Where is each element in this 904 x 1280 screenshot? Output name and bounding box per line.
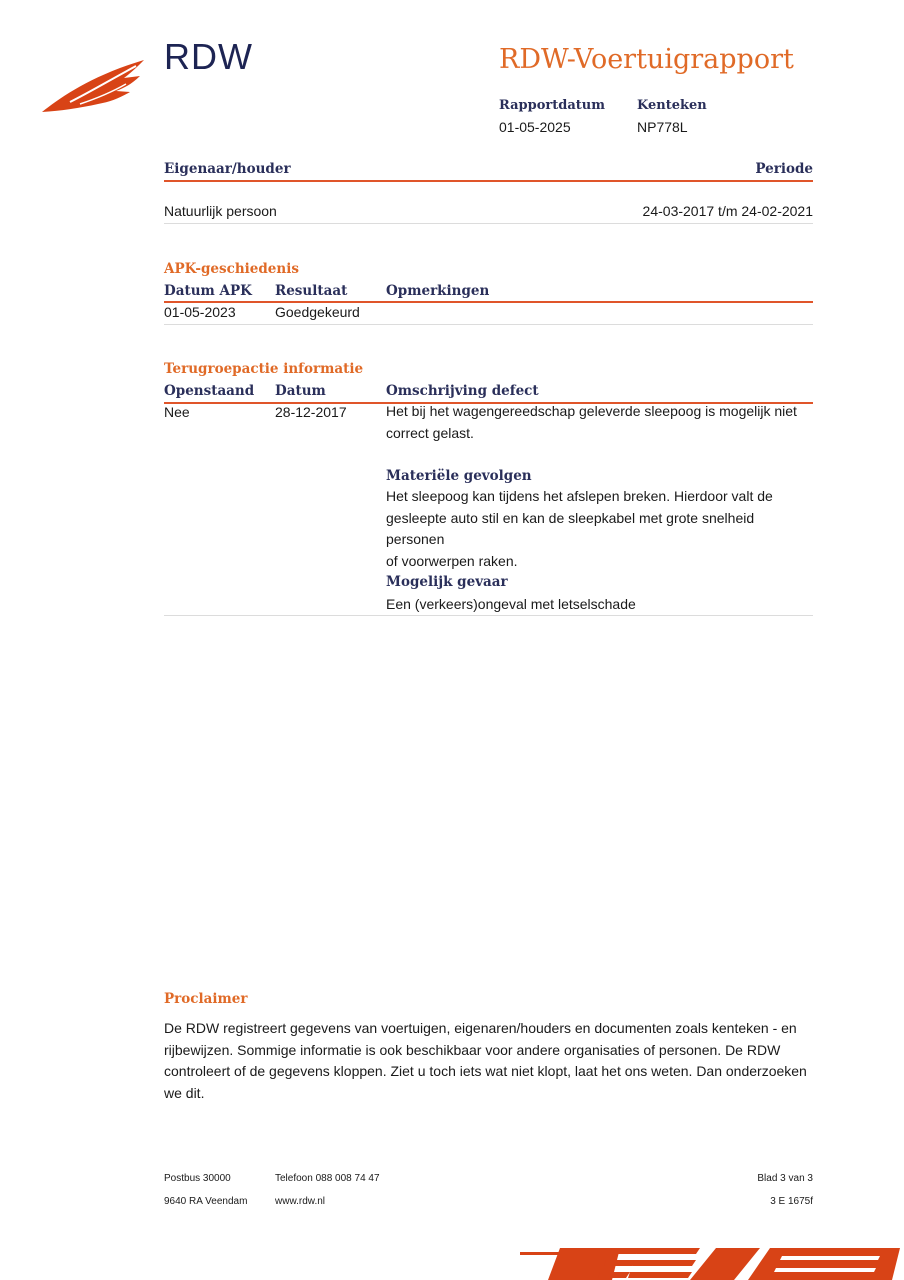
footer-postbus: Postbus 30000 [164,1173,231,1184]
plate-label: Kenteken [637,98,707,113]
rdw-stripes-graphic-icon [520,1244,904,1280]
apk-section-title: APK-geschiedenis [164,261,299,277]
disclaimer-line: controleert of de gegevens kloppen. Ziet u toch iets wat niet klopt, laat het ons weten. Dan onderzoeken [164,1063,807,1079]
recall-defect-description [386,401,816,444]
recall-date-header: Datum [275,383,326,399]
recall-open-header: Openstaand [164,383,255,399]
footer-page-number: Blad 3 van 3 [757,1173,813,1184]
disclaimer-text [164,1018,824,1104]
disclaimer-line: we dit. [164,1084,205,1101]
defect-line: Het bij het wagengereedschap geleverde sleepoog is mogelijk niet [386,403,797,419]
report-date-label: Rapportdatum [499,98,605,113]
apk-result-header: Resultaat [275,283,348,299]
footer-phone: Telefoon 088 008 74 47 [275,1173,380,1184]
consequences-text [386,486,816,572]
consequences-line: gesleepte auto stil en kan de sleepkabel met grote snelheid personen [386,509,755,547]
owner-type: Natuurlijk persoon [164,203,277,219]
disclaimer-line: De RDW registreert gegevens van voertuigen, eigenaren/houders en documenten zoals kenteken - en [164,1020,797,1036]
recall-row-divider [164,615,813,616]
period-column-header: Periode [755,161,813,177]
apk-row-result: Goedgekeurd [275,304,360,320]
disclaimer-line: rijbewijzen. Sommige informatie is ook beschikbaar voor andere organisaties of personen. De RDW [164,1041,781,1058]
owner-header-rule [164,180,813,182]
consequences-line: Het sleepoog kan tijdens het afslepen breken. Hierdoor valt de [386,488,773,504]
recall-date-value: 28-12-2017 [275,404,347,420]
recall-open-value: Nee [164,404,190,420]
recall-section-title: Terugroepactie informatie [164,361,364,377]
footer-document-code: 3 E 1675f [770,1196,813,1207]
apk-row-divider [164,324,813,325]
report-title: RDW-Voertuigrapport [499,44,794,75]
report-date-value: 01-05-2025 [499,119,571,135]
danger-text: Een (verkeers)ongeval met letselschade [386,596,636,612]
footer-postcode: 9640 RA Veendam [164,1196,248,1207]
owner-column-header: Eigenaar/houder [164,161,291,177]
defect-line: correct gelast. [386,424,474,441]
apk-date-header: Datum APK [164,283,252,299]
consequences-title: Materiële gevolgen [386,468,532,484]
plate-value: NP778L [637,119,688,135]
disclaimer-title: Proclaimer [164,991,248,1007]
footer-website-link[interactable]: www.rdw.nl [275,1196,326,1207]
owner-row-divider [164,223,813,224]
recall-desc-header: Omschrijving defect [386,383,539,399]
owner-period: 24-03-2017 t/m 24-02-2021 [642,203,813,219]
apk-remarks-header: Opmerkingen [386,283,490,299]
brand-name: RDW [164,36,253,77]
rdw-feather-logo-icon [40,58,150,116]
danger-title: Mogelijk gevaar [386,574,508,590]
apk-row-date: 01-05-2023 [164,304,236,320]
consequences-line: of voorwerpen raken. [386,552,518,569]
apk-header-rule [164,301,813,303]
